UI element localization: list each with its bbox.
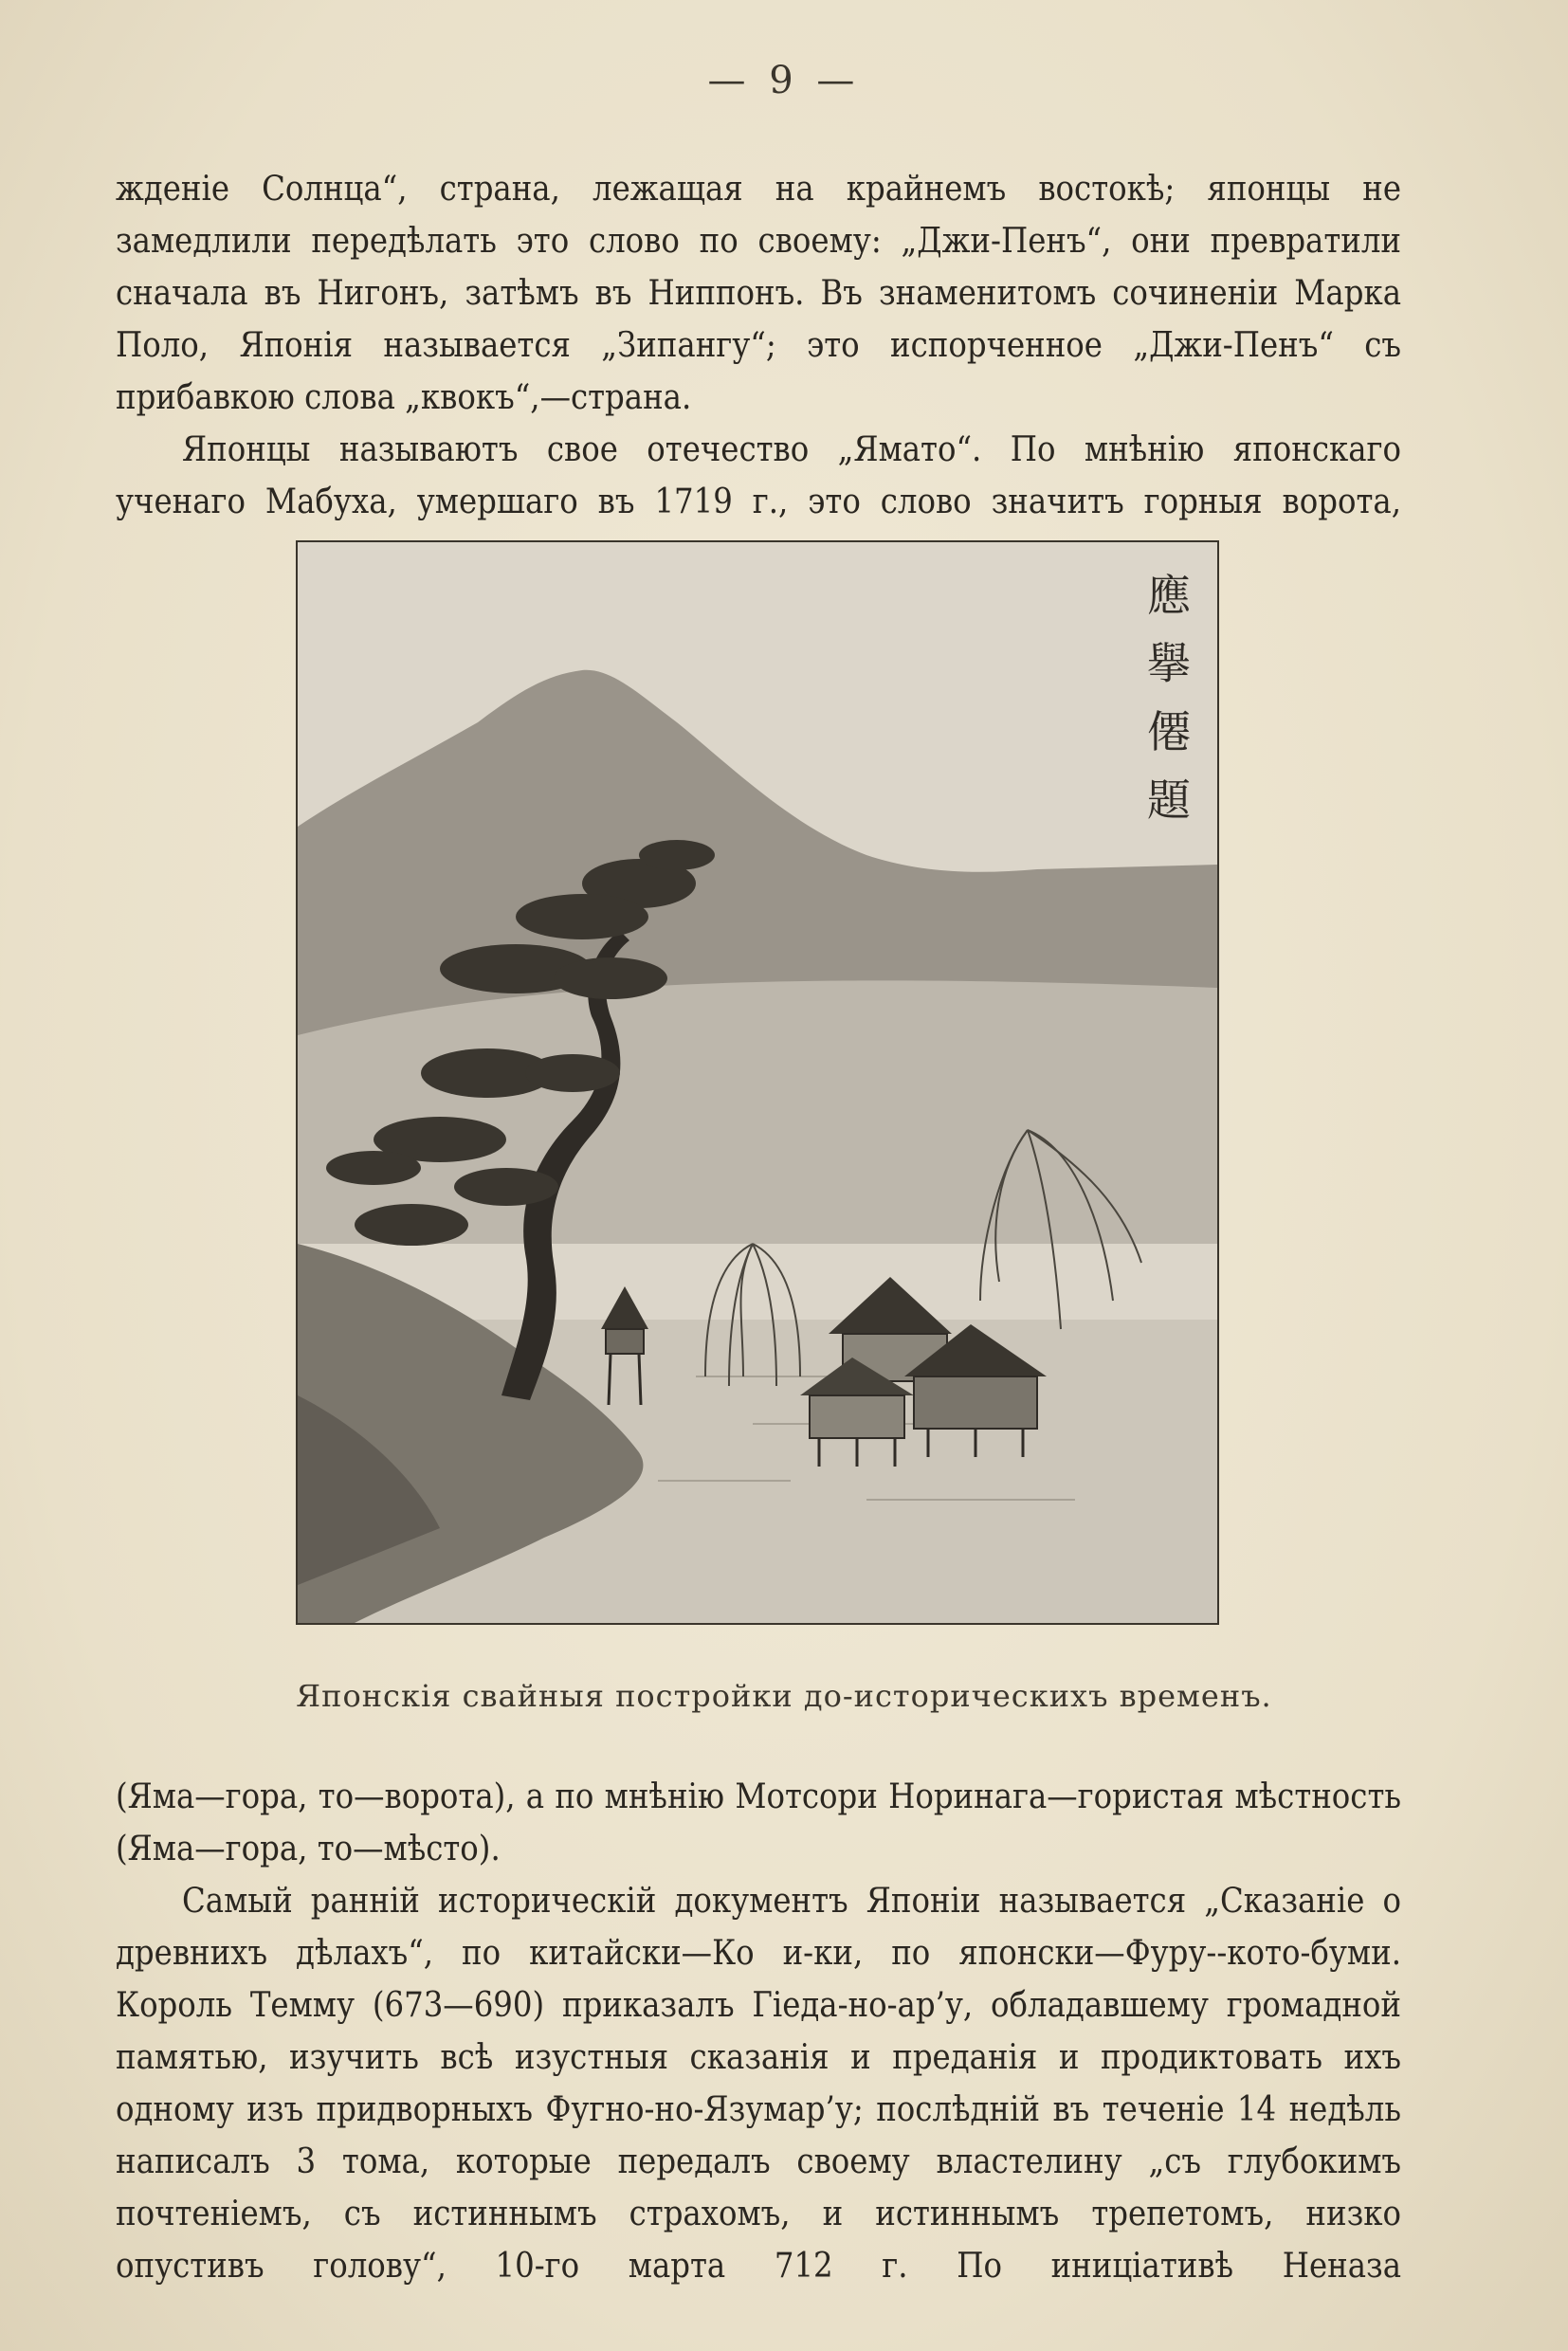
landscape-illustration bbox=[298, 542, 1217, 1623]
mist bbox=[298, 980, 1217, 1244]
paragraph: (Яма—гора, то—ворота), а по мнѣнію Мотсори Норинага—гористая мѣстность (Яма—гора, то—мѣсто). bbox=[116, 1777, 1401, 1868]
text-block-bottom bbox=[116, 1771, 1401, 2292]
page-number: — 9 — bbox=[707, 59, 861, 102]
paragraph: Самый ранній историческій документъ Японіи называется „Сказаніе о древнихъ дѣлахъ“, по китайски—Ко и-ки, по японски—Фуру--кото-буми. Король Темму (673—690) приказалъ Гіеда-но-ар’у, обладавшему громадной памятью, изучить всѣ изустныя сказанія и преданія и продиктовать ихъ одному изъ придворныхъ Фугно-но-Язумар’у; послѣдній въ теченіе 14 недѣль написалъ 3 тома, которые передалъ своему властелину „съ глубокимъ почтеніемъ, съ истиннымъ страхомъ, и истиннымъ трепетомъ, низко опустивъ голову“, 10-го марта 712 г. По иниціативѣ Неназа bbox=[116, 1882, 1401, 2286]
illustration-frame bbox=[296, 540, 1219, 1625]
seal-inscription: 應擧僊題 bbox=[1147, 570, 1191, 826]
text-block-top bbox=[116, 163, 1401, 528]
paragraph: Японцы называютъ свое отечество „Ямато“. По мнѣнію японскаго ученаго Мабуха, умершаго въ 1719 г., это слово значитъ горныя ворота, bbox=[116, 430, 1401, 521]
figure-caption: Японскія свайныя постройки до-историческихъ временъ. bbox=[296, 1678, 1272, 1714]
paragraph: жденіе Солнца“, страна, лежащая на крайнемъ востокѣ; японцы не замедлили передѣлать это слово по своему: „Джи-Пенъ“, они превратили сначала въ Нигонъ, затѣмъ въ Ниппонъ. Въ знаменитомъ сочиненіи Марка Поло, Японія называется „Зипангу“; это испорченное „Джи-Пенъ“ съ прибавкою слова „квокъ“,—страна. bbox=[116, 170, 1401, 417]
